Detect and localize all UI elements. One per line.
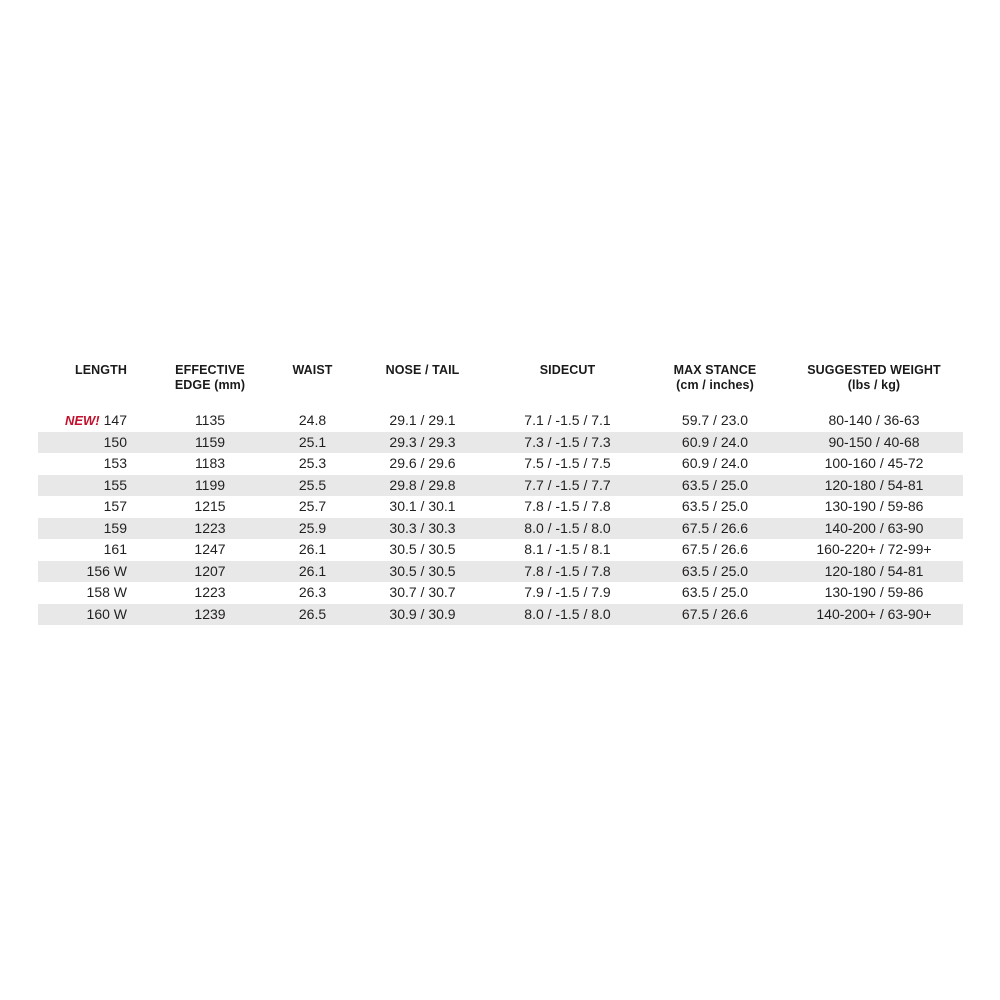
sidecut-cell: 7.8 / -1.5 / 7.8 [524, 562, 611, 579]
suggested-weight-cell: 130-190 / 59-86 [824, 498, 924, 514]
table-row [38, 582, 963, 604]
effective-edge-cell: 1223 [194, 584, 226, 600]
waist-cell: 25.1 [298, 433, 327, 450]
waist-cell: 26.5 [298, 605, 327, 622]
column-header-label: SIDECUT [539, 363, 596, 377]
table-row [38, 496, 963, 518]
waist-cell: 26.3 [298, 584, 327, 600]
column-header-label: MAX STANCE [673, 363, 757, 377]
suggested-weight-cell: 160-220+ / 72-99+ [816, 541, 932, 557]
nose-tail-cell: 29.6 / 29.6 [389, 455, 456, 471]
max-stance-cell: 60.9 / 24.0 [681, 433, 749, 450]
effective-edge-cell: 1223 [194, 519, 226, 536]
suggested-weight-cell: 120-180 / 54-81 [824, 476, 924, 493]
max-stance-cell: 67.5 / 26.6 [681, 519, 749, 536]
length-cell [38, 604, 150, 626]
sidecut-cell: 7.3 / -1.5 / 7.3 [524, 433, 611, 450]
length-cell [38, 432, 150, 454]
length-cell [38, 582, 150, 604]
length-value: 153 [103, 455, 127, 471]
nose-tail-cell: 30.5 / 30.5 [389, 562, 456, 579]
suggested-weight-cell: 120-180 / 54-81 [824, 562, 924, 579]
suggested-weight-cell: 130-190 / 59-86 [824, 584, 924, 600]
sidecut-cell: 7.9 / -1.5 / 7.9 [524, 584, 611, 600]
max-stance-cell: 63.5 / 25.0 [681, 584, 749, 600]
column-header-label: WAIST [292, 363, 333, 377]
max-stance-cell: 67.5 / 26.6 [681, 541, 749, 557]
sidecut-cell: 7.8 / -1.5 / 7.8 [524, 498, 611, 514]
column-header-max-stance [645, 363, 785, 393]
table-row [38, 604, 963, 626]
waist-cell: 26.1 [298, 562, 327, 579]
sidecut-cell: 7.1 / -1.5 / 7.1 [524, 412, 611, 428]
table-row [38, 475, 963, 497]
table-row [38, 410, 963, 432]
length-value: 161 [103, 541, 127, 557]
sidecut-cell: 8.0 / -1.5 / 8.0 [524, 605, 611, 622]
table-row [38, 539, 963, 561]
effective-edge-cell: 1159 [194, 433, 226, 450]
length-value: 156 W [86, 562, 127, 579]
length-value: 158 W [86, 584, 127, 600]
column-header-length [38, 363, 150, 393]
max-stance-cell: 63.5 / 25.0 [681, 562, 749, 579]
effective-edge-cell: 1207 [194, 562, 226, 579]
column-header-waist [270, 363, 355, 393]
length-value: 155 [103, 476, 127, 493]
length-value: 147 [103, 412, 127, 428]
suggested-weight-cell: 80-140 / 36-63 [828, 412, 920, 428]
column-header-label: LENGTH [75, 363, 127, 377]
nose-tail-cell: 29.3 / 29.3 [389, 433, 456, 450]
effective-edge-cell: 1183 [194, 455, 226, 471]
length-cell [38, 561, 150, 583]
nose-tail-cell: 30.1 / 30.1 [389, 498, 456, 514]
length-cell [38, 410, 150, 432]
column-header-sidecut [490, 363, 645, 393]
table-row [38, 561, 963, 583]
column-header-sublabel: (lbs / kg) [847, 378, 901, 392]
length-value: 159 [103, 519, 127, 536]
table-row [38, 453, 963, 475]
table-rows [38, 410, 963, 625]
max-stance-cell: 63.5 / 25.0 [681, 476, 749, 493]
effective-edge-cell: 1247 [194, 541, 226, 557]
column-header-effective-edge [150, 363, 270, 393]
waist-cell: 25.5 [298, 476, 327, 493]
nose-tail-cell: 29.1 / 29.1 [389, 412, 456, 428]
waist-cell: 25.9 [298, 519, 327, 536]
sidecut-cell: 7.5 / -1.5 / 7.5 [524, 455, 611, 471]
spec-table [38, 363, 963, 625]
nose-tail-cell: 29.8 / 29.8 [389, 476, 456, 493]
max-stance-cell: 59.7 / 23.0 [681, 412, 749, 428]
effective-edge-cell: 1239 [194, 605, 226, 622]
waist-cell: 25.3 [298, 455, 327, 471]
column-header-sublabel: (cm / inches) [676, 378, 754, 392]
sidecut-cell: 8.1 / -1.5 / 8.1 [524, 541, 611, 557]
column-header-sublabel: EDGE (mm) [174, 378, 246, 392]
sidecut-cell: 7.7 / -1.5 / 7.7 [524, 476, 611, 493]
column-header-nose-tail [355, 363, 490, 393]
effective-edge-cell: 1135 [194, 412, 226, 428]
nose-tail-cell: 30.3 / 30.3 [389, 519, 456, 536]
length-cell [38, 453, 150, 475]
table-header-row [38, 363, 963, 393]
column-header-label: NOSE / TAIL [385, 363, 460, 377]
effective-edge-cell: 1215 [194, 498, 226, 514]
effective-edge-cell: 1199 [194, 476, 226, 493]
column-header-suggested-weight [785, 363, 963, 393]
column-header-label: EFFECTIVE [175, 363, 245, 377]
column-header-label: SUGGESTED WEIGHT [807, 363, 941, 377]
max-stance-cell: 63.5 / 25.0 [681, 498, 749, 514]
waist-cell: 26.1 [298, 541, 327, 557]
nose-tail-cell: 30.9 / 30.9 [389, 605, 456, 622]
waist-cell: 25.7 [298, 498, 327, 514]
suggested-weight-cell: 140-200 / 63-90 [824, 519, 924, 536]
length-value: 150 [103, 433, 127, 450]
length-cell [38, 539, 150, 561]
length-cell [38, 496, 150, 518]
table-row [38, 432, 963, 454]
length-value: 160 W [86, 605, 127, 622]
new-badge: NEW! [64, 413, 100, 428]
nose-tail-cell: 30.5 / 30.5 [389, 541, 456, 557]
waist-cell: 24.8 [298, 412, 327, 428]
sidecut-cell: 8.0 / -1.5 / 8.0 [524, 519, 611, 536]
suggested-weight-cell: 90-150 / 40-68 [828, 433, 920, 450]
nose-tail-cell: 30.7 / 30.7 [389, 584, 456, 600]
length-value: 157 [103, 498, 127, 514]
suggested-weight-cell: 140-200+ / 63-90+ [816, 605, 932, 622]
max-stance-cell: 60.9 / 24.0 [681, 455, 749, 471]
max-stance-cell: 67.5 / 26.6 [681, 605, 749, 622]
length-cell [38, 518, 150, 540]
length-cell [38, 475, 150, 497]
table-row [38, 518, 963, 540]
suggested-weight-cell: 100-160 / 45-72 [824, 455, 924, 471]
